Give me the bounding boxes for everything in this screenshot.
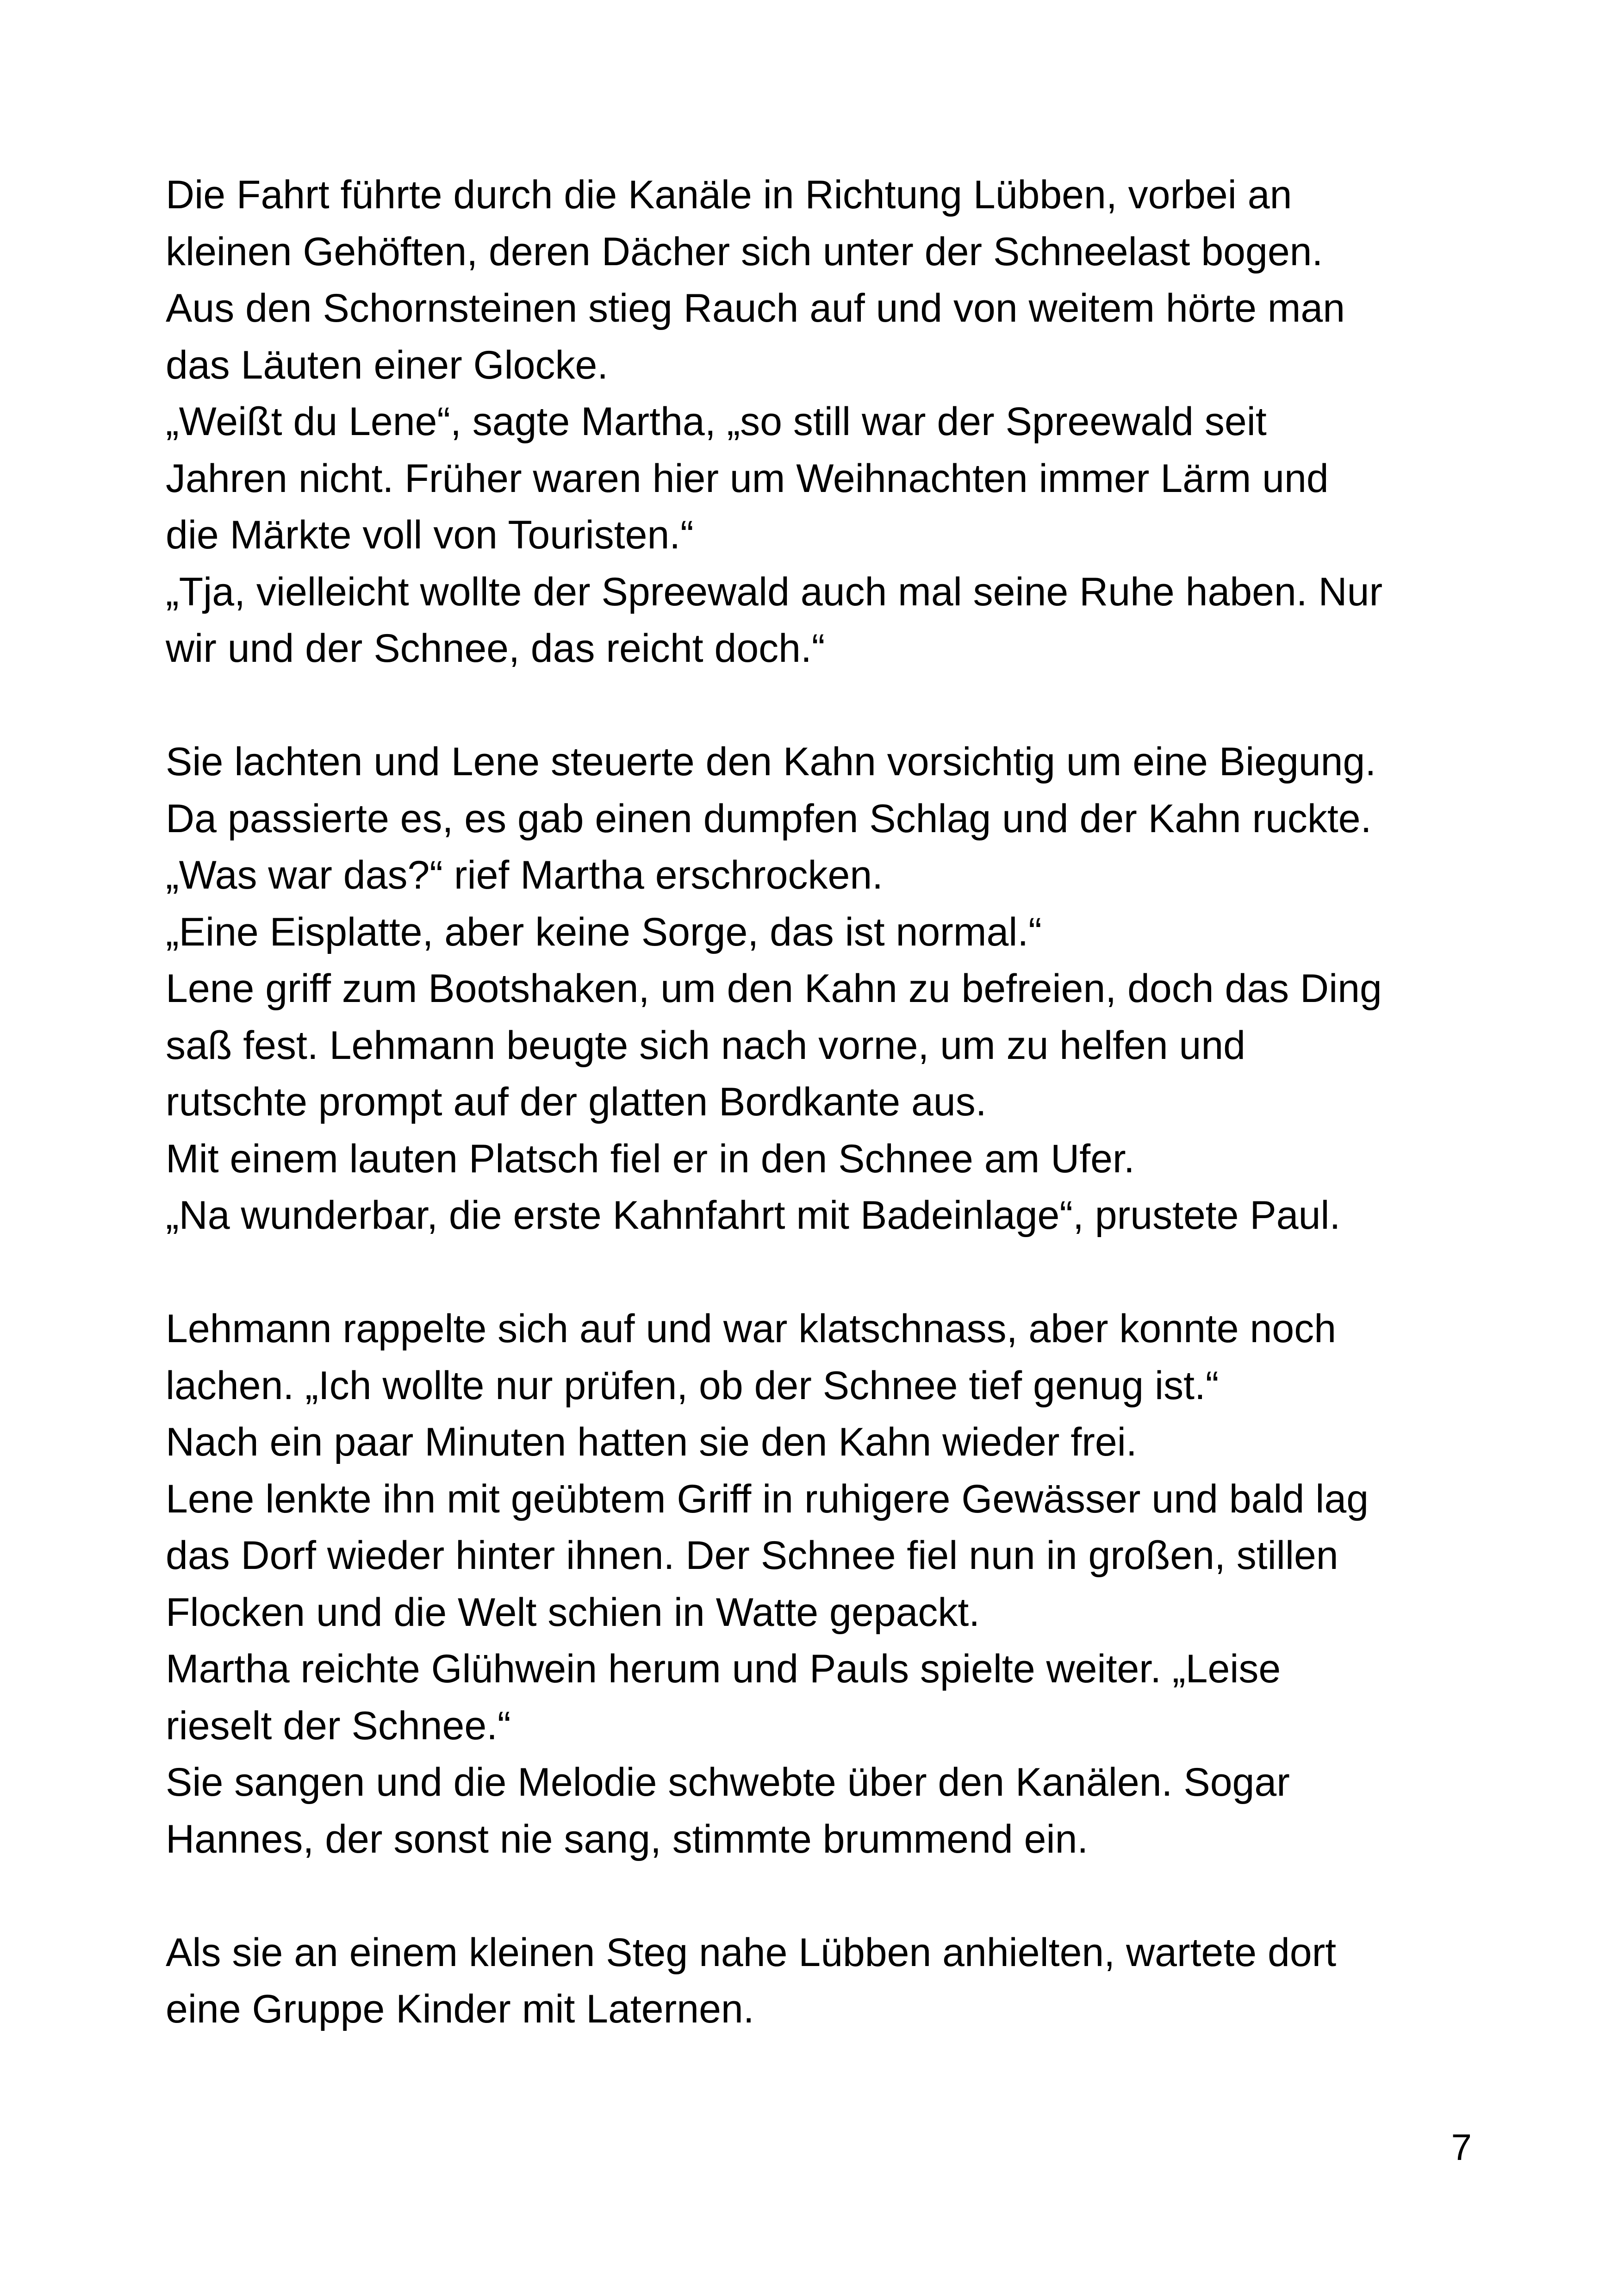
paragraph-spacer <box>166 1244 1462 1301</box>
text-line: rutschte prompt auf der glatten Bordkante aus. <box>166 1080 987 1124</box>
text-line: lachen. „Ich wollte nur prüfen, ob der Schnee tief genug ist.“ <box>166 1363 1219 1408</box>
text-line: Flocken und die Welt schien in Watte gepackt. <box>166 1590 980 1635</box>
text-line: „Eine Eisplatte, aber keine Sorge, das ist normal.“ <box>166 909 1042 954</box>
paragraph-spacer <box>166 1867 1462 1924</box>
paragraph-1 <box>166 167 1462 677</box>
document-body <box>166 167 1462 2038</box>
text-line: Nach ein paar Minuten hatten sie den Kahn wieder frei. <box>166 1420 1137 1464</box>
text-line: Sie sangen und die Melodie schwebte über den Kanälen. Sogar <box>166 1760 1290 1804</box>
paragraph-4 <box>166 1924 1462 2038</box>
text-line: Lene lenkte ihn mit geübtem Griff in ruhigere Gewässer und bald lag <box>166 1476 1369 1521</box>
text-line: Hannes, der sonst nie sang, stimmte brummend ein. <box>166 1817 1089 1861</box>
text-line: eine Gruppe Kinder mit Laternen. <box>166 1987 754 2031</box>
text-line: rieselt der Schnee.“ <box>166 1703 511 1748</box>
text-line: Da passierte es, es gab einen dumpfen Schlag und der Kahn ruckte. <box>166 796 1372 841</box>
text-line: Jahren nicht. Früher waren hier um Weihnachten immer Lärm und <box>166 456 1329 501</box>
text-line: wir und der Schnee, das reicht doch.“ <box>166 626 825 671</box>
paragraph-3 <box>166 1300 1462 1867</box>
text-line: Lene griff zum Bootshaken, um den Kahn zu befreien, doch das Ding <box>166 966 1382 1011</box>
text-line: „Weißt du Lene“, sagte Martha, „so still war der Spreewald seit <box>166 399 1267 444</box>
text-line: die Märkte voll von Touristen.“ <box>166 513 694 557</box>
text-line: Die Fahrt führte durch die Kanäle in Richtung Lübben, vorbei an <box>166 173 1292 217</box>
text-line: das Läuten einer Glocke. <box>166 342 609 387</box>
text-line: „Was war das?“ rief Martha erschrocken. <box>166 853 884 897</box>
text-line: „Na wunderbar, die erste Kahnfahrt mit Badeinlage“, prustete Paul. <box>166 1193 1341 1238</box>
text-line: Sie lachten und Lene steuerte den Kahn vorsichtig um eine Biegung. <box>166 740 1376 784</box>
text-line: Aus den Schornsteinen stieg Rauch auf und von weitem hörte man <box>166 286 1345 330</box>
paragraph-spacer <box>166 677 1462 734</box>
text-line: Als sie an einem kleinen Steg nahe Lübben anhielten, wartete dort <box>166 1930 1337 1975</box>
text-line: saß fest. Lehmann beugte sich nach vorne, um zu helfen und <box>166 1023 1246 1068</box>
paragraph-2 <box>166 734 1462 1244</box>
text-line: Mit einem lauten Platsch fiel er in den Schnee am Ufer. <box>166 1136 1135 1181</box>
text-line: Lehmann rappelte sich auf und war klatschnass, aber konnte noch <box>166 1307 1337 1351</box>
text-line: Martha reichte Glühwein herum und Pauls spielte weiter. „Leise <box>166 1647 1281 1691</box>
text-line: das Dorf wieder hinter ihnen. Der Schnee fiel nun in großen, stillen <box>166 1533 1338 1578</box>
text-line: „Tja, vielleicht wollte der Spreewald auch mal seine Ruhe haben. Nur <box>166 569 1383 614</box>
text-line: kleinen Gehöften, deren Dächer sich unter der Schneelast bogen. <box>166 229 1323 274</box>
page-number: 7 <box>1451 2127 1472 2168</box>
